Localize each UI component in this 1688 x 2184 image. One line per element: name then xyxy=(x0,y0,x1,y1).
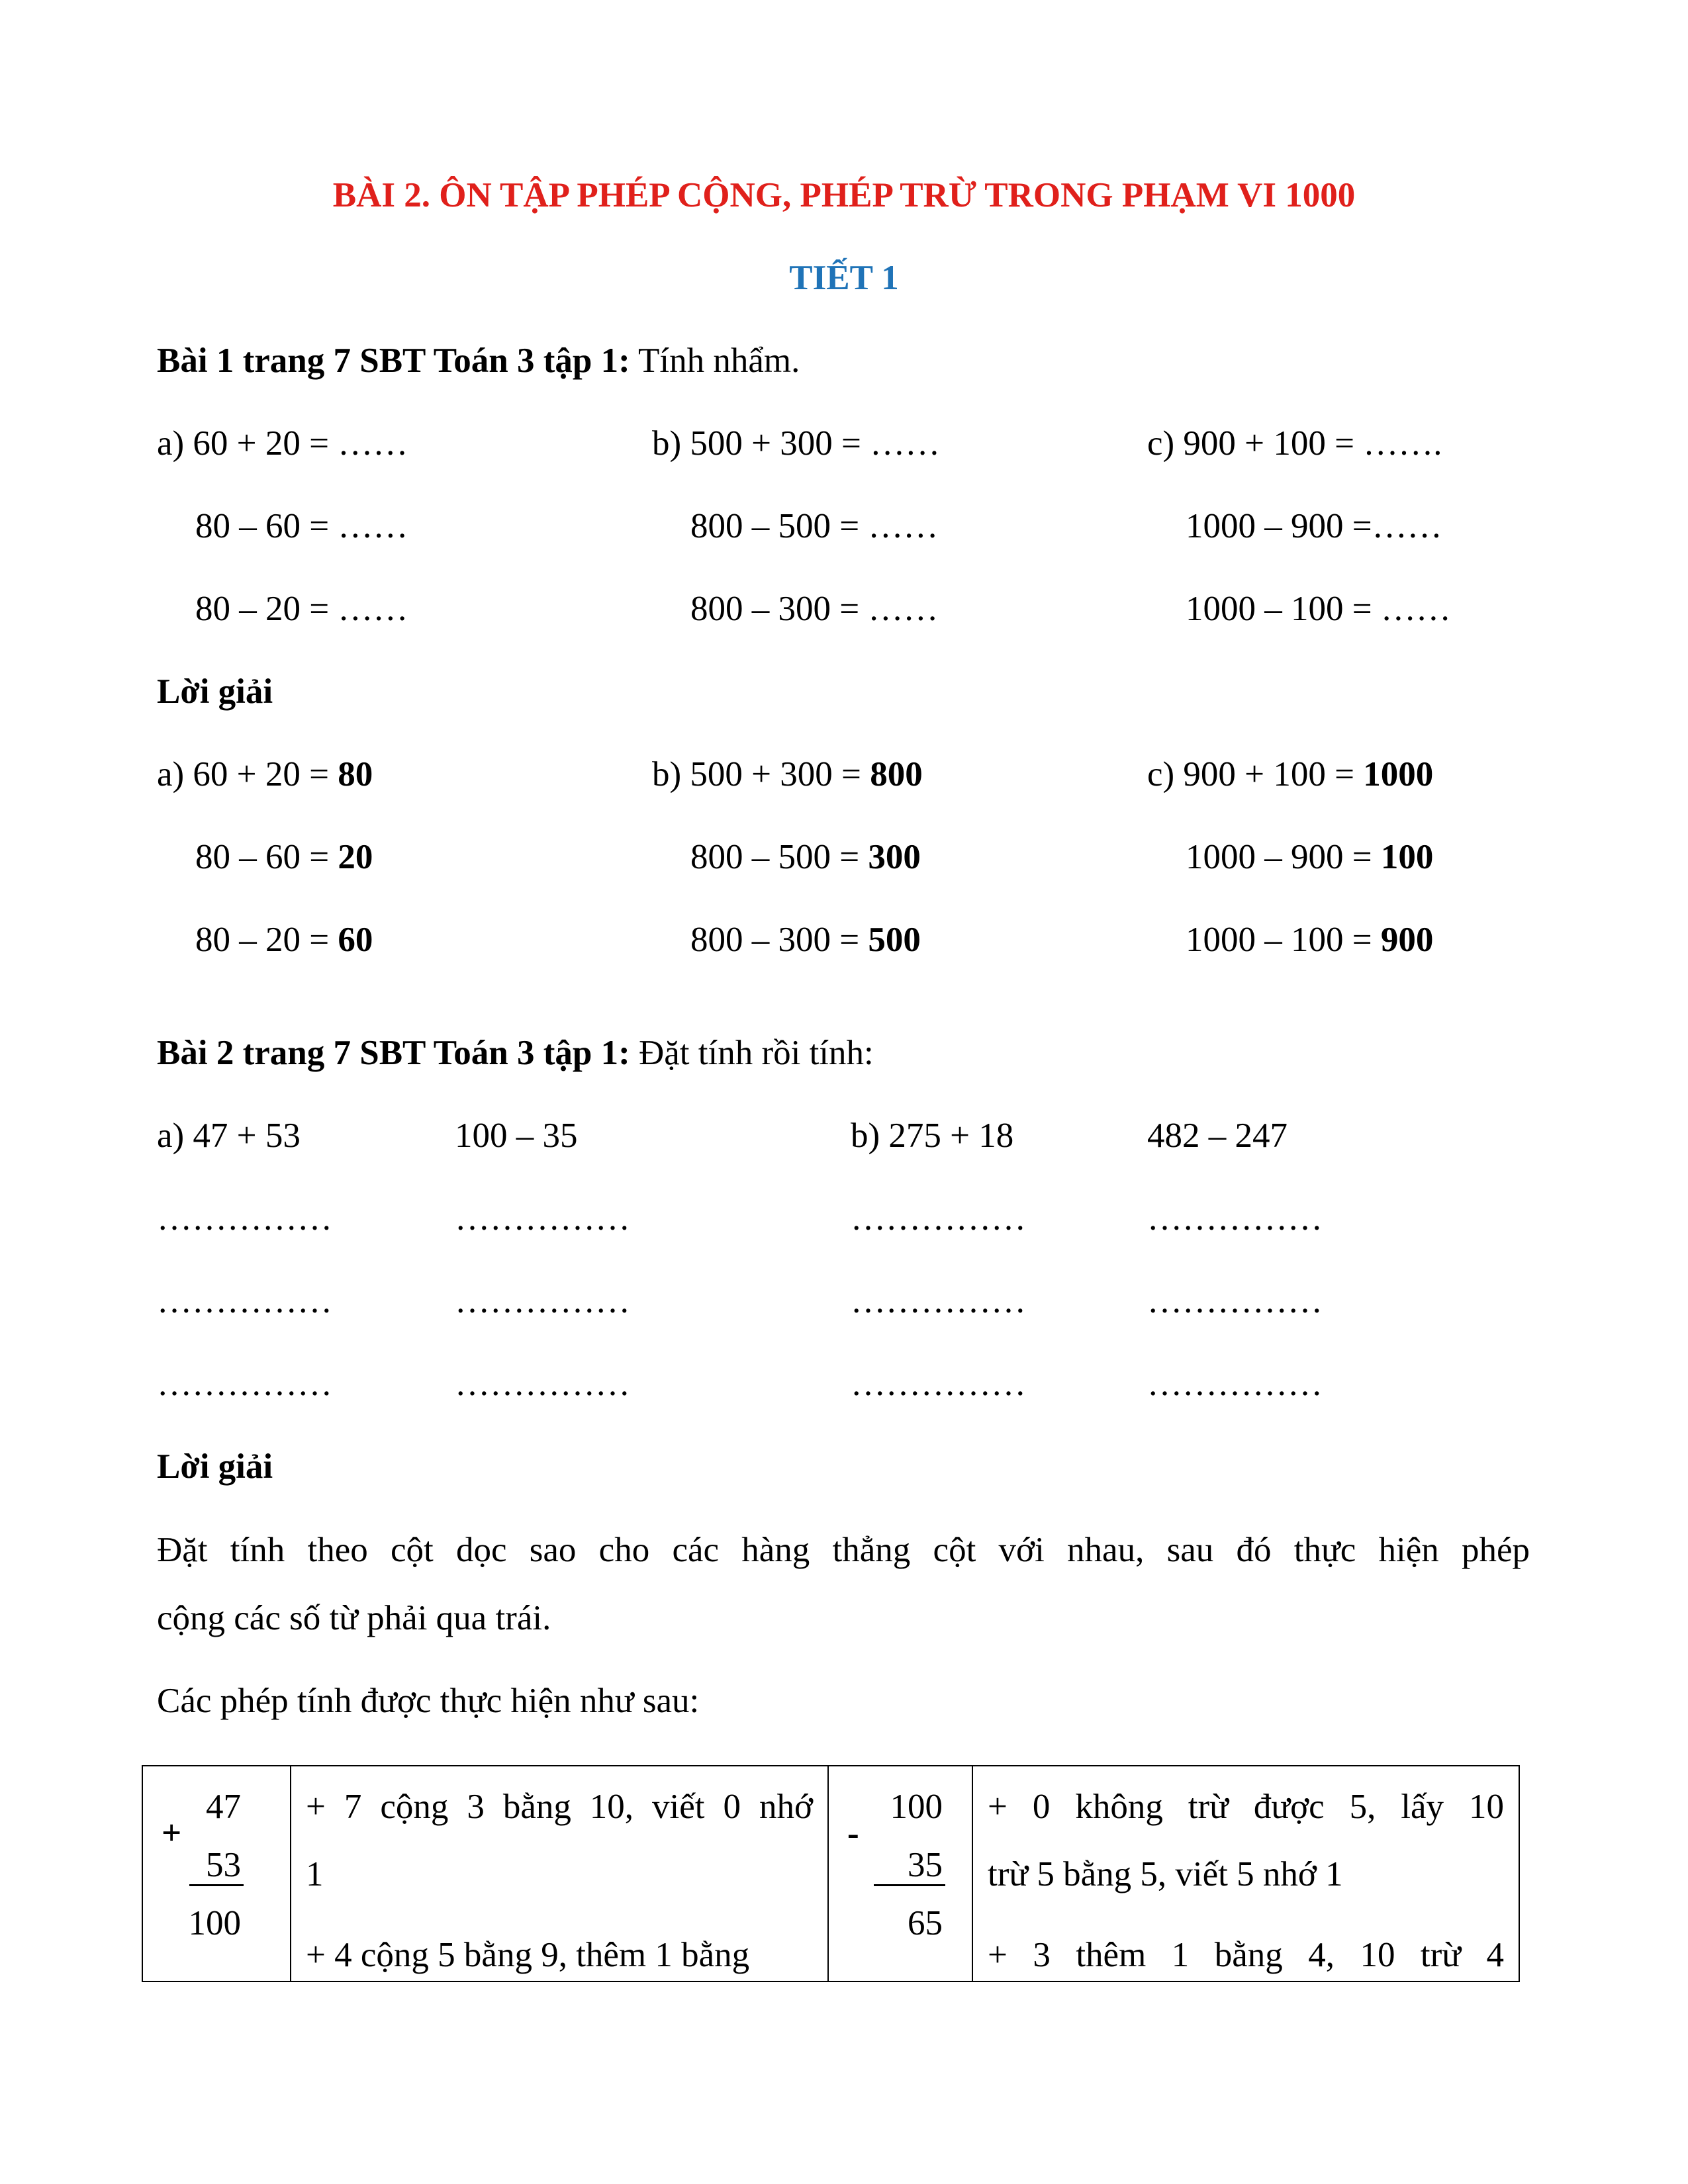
exercise-1-task: Tính nhẩm. xyxy=(630,341,800,380)
blank-line: …………… xyxy=(1147,1282,1323,1320)
difference-result: 65 xyxy=(908,1904,943,1942)
minuend: 100 xyxy=(890,1788,943,1826)
subtraction-step: + 0 không trừ được 5, lấy 10 xyxy=(988,1788,1504,1826)
exercise-1-title: Bài 1 trang 7 SBT Toán 3 tập 1: xyxy=(157,341,630,380)
ex1-q-a1: a) 60 + 20 = …… xyxy=(157,424,408,463)
minus-sign: - xyxy=(847,1814,859,1852)
ex1-q-b2: 800 – 500 = …… xyxy=(690,507,939,545)
lesson-subtitle: TIẾT 1 xyxy=(789,259,899,297)
addition-step: 1 xyxy=(306,1855,324,1893)
blank-line: …………… xyxy=(157,1282,332,1320)
difference-rule xyxy=(874,1884,945,1886)
sum-result: 100 xyxy=(188,1904,241,1942)
blank-line: …………… xyxy=(851,1365,1026,1403)
addend-top: 47 xyxy=(206,1788,241,1826)
addition-step: + 4 cộng 5 bằng 9, thêm 1 bằng xyxy=(306,1936,750,1974)
ex1-ans-a2: 80 – 60 = 20 xyxy=(195,838,373,876)
ex1-ans-b1: b) 500 + 300 = 800 xyxy=(652,755,923,794)
exercise-2-title: Bài 2 trang 7 SBT Toán 3 tập 1: xyxy=(157,1034,630,1072)
ex1-q-c2: 1000 – 900 =…… xyxy=(1186,507,1442,545)
addition-column-cell xyxy=(142,1766,291,1981)
ex1-q-b1: b) 500 + 300 = …… xyxy=(652,424,941,463)
subtraction-step: trừ 5 bằng 5, viết 5 nhớ 1 xyxy=(988,1855,1343,1893)
blank-line: …………… xyxy=(157,1365,332,1403)
solution-paragraph: Đặt tính theo cột dọc sao cho các hàng thẳng cột với nhau, sau đó thực hiện phép xyxy=(157,1531,1530,1569)
ex1-ans-b2: 800 – 500 = 300 xyxy=(690,838,921,876)
ex1-q-c3: 1000 – 100 = …… xyxy=(1186,590,1451,628)
subtraction-steps-cell xyxy=(972,1766,1519,1981)
blank-line: …………… xyxy=(851,1199,1026,1238)
blank-line: …………… xyxy=(157,1199,332,1238)
ex2-problem-b2: 482 – 247 xyxy=(1147,1116,1288,1155)
addition-step: + 7 cộng 3 bằng 10, viết 0 nhớ xyxy=(306,1788,813,1826)
blank-line: …………… xyxy=(455,1282,630,1320)
solution-paragraph-end: cộng các số từ phải qua trái. xyxy=(157,1599,551,1637)
exercise-1-heading xyxy=(157,340,800,381)
ex2-problem-a2: 100 – 35 xyxy=(455,1116,578,1155)
blank-line: …………… xyxy=(851,1282,1026,1320)
sum-rule xyxy=(189,1884,244,1886)
subtraction-column-cell xyxy=(828,1766,972,1981)
exercise-1-solution-label: Lời giải xyxy=(157,672,273,711)
ex1-q-b3: 800 – 300 = …… xyxy=(690,590,939,628)
ex1-q-c1: c) 900 + 100 = ……. xyxy=(1147,424,1442,463)
solution-intro: Các phép tính được thực hiện như sau: xyxy=(157,1682,700,1720)
blank-line: …………… xyxy=(1147,1199,1323,1238)
ex1-ans-a3: 80 – 20 = 60 xyxy=(195,921,373,959)
exercise-2-task: Đặt tính rồi tính: xyxy=(630,1034,874,1072)
blank-line: …………… xyxy=(455,1199,630,1238)
exercise-2-solution-label: Lời giải xyxy=(157,1447,273,1486)
ex1-ans-c1: c) 900 + 100 = 1000 xyxy=(1147,755,1434,794)
ex1-ans-a1: a) 60 + 20 = 80 xyxy=(157,755,373,794)
addend-bottom: 53 xyxy=(206,1846,241,1884)
ex2-problem-b1: b) 275 + 18 xyxy=(851,1116,1014,1155)
subtrahend: 35 xyxy=(908,1846,943,1884)
blank-line: …………… xyxy=(455,1365,630,1403)
ex1-q-a2: 80 – 60 = …… xyxy=(195,507,408,545)
exercise-2-heading xyxy=(157,1032,874,1073)
ex1-ans-c2: 1000 – 900 = 100 xyxy=(1186,838,1434,876)
plus-sign: + xyxy=(162,1814,182,1852)
subtraction-step: + 3 thêm 1 bằng 4, 10 trừ 4 xyxy=(988,1936,1504,1974)
addition-steps-cell xyxy=(291,1766,828,1981)
ex2-problem-a1: a) 47 + 53 xyxy=(157,1116,301,1155)
solution-table xyxy=(142,1765,1520,1982)
ex1-ans-c3: 1000 – 100 = 900 xyxy=(1186,921,1434,959)
page-title: BÀI 2. ÔN TẬP PHÉP CỘNG, PHÉP TRỪ TRONG PHẠM VI 1000 xyxy=(332,176,1356,214)
ex1-ans-b3: 800 – 300 = 500 xyxy=(690,921,921,959)
ex1-q-a3: 80 – 20 = …… xyxy=(195,590,408,628)
blank-line: …………… xyxy=(1147,1365,1323,1403)
